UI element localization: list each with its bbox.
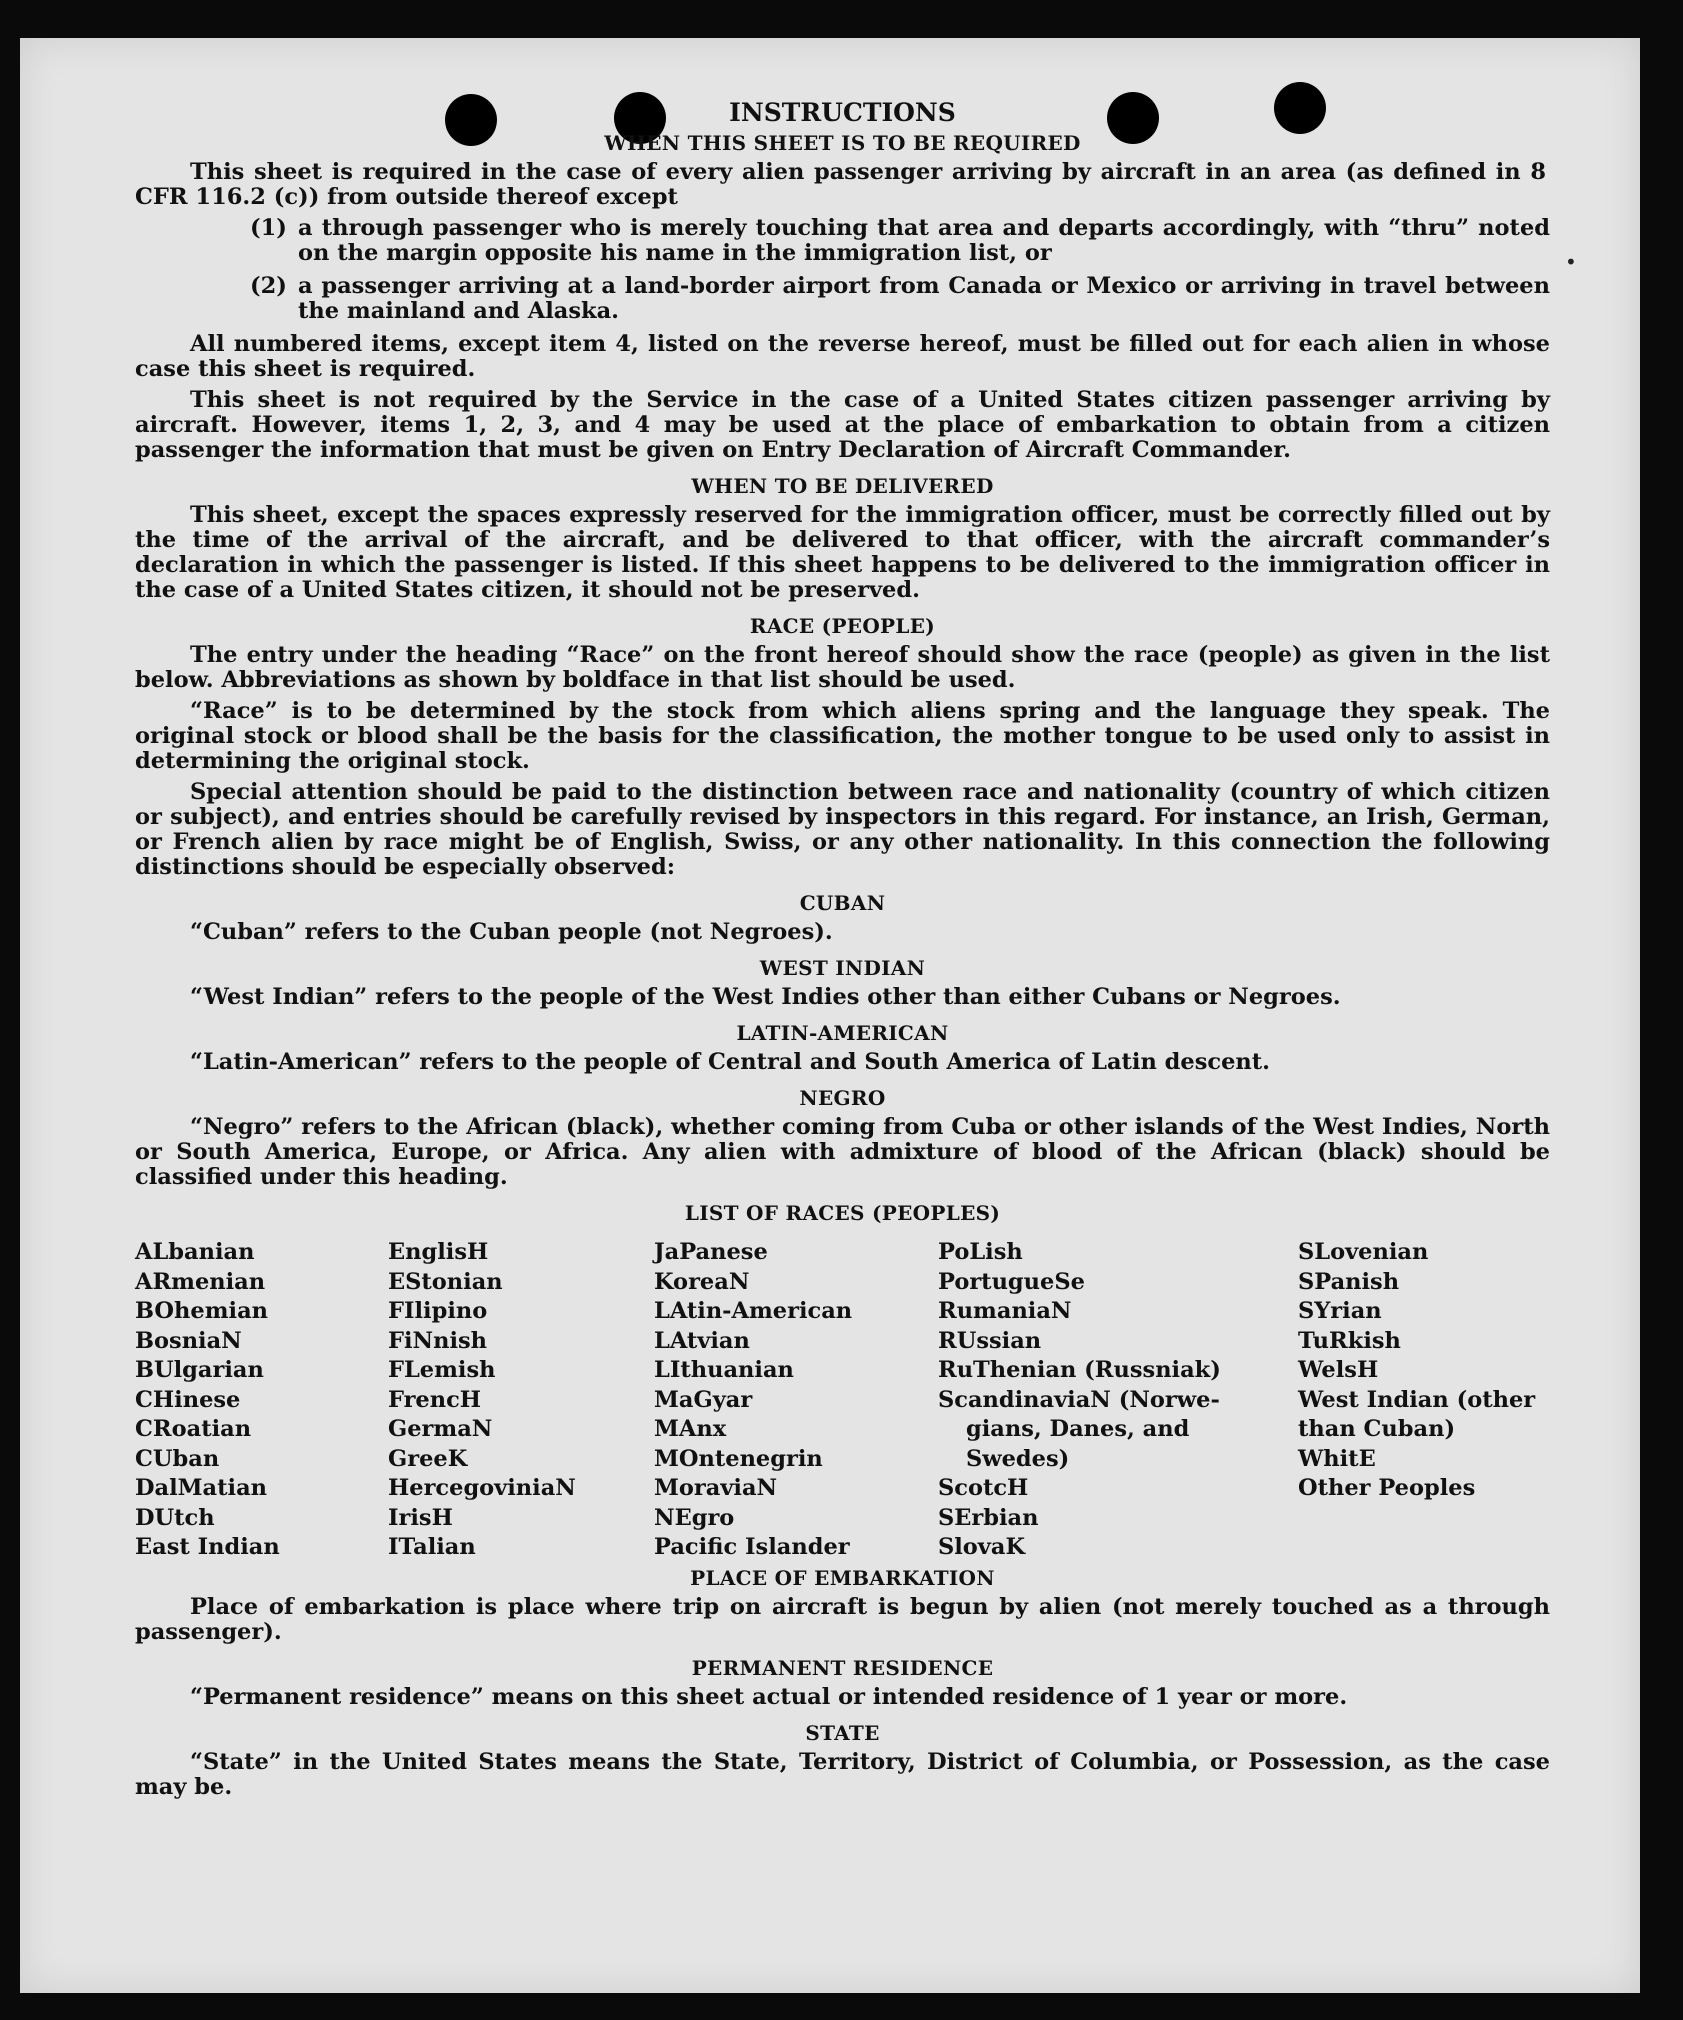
race-entry: GermaN: [388, 1416, 493, 1442]
item-number: (1): [250, 215, 287, 241]
paragraph: “Cuban” refers to the Cuban people (not Negroes).: [190, 919, 833, 945]
race-entry: SErbian: [938, 1504, 1039, 1531]
list-item: [250, 216, 1550, 266]
race-entry: RumaniaN: [938, 1298, 1072, 1324]
race-entry: PoLish: [938, 1239, 1023, 1265]
race-entry: LAtin-American: [654, 1298, 853, 1324]
section-heading: RACE (PEOPLE): [749, 614, 936, 638]
section-heading: LIST OF RACES (PEOPLES): [684, 1201, 1001, 1225]
section-heading: PERMANENT RESIDENCE: [691, 1655, 994, 1680]
race-entry: NEgro: [654, 1504, 735, 1531]
race-list: [135, 1238, 1550, 1563]
race-entry: ScotcH: [938, 1475, 1029, 1501]
race-entry: BOhemian: [135, 1298, 269, 1324]
paragraph: This sheet is required in the case of every alien passenger arriving by aircraft in an area (as defined in 8 CFR 116.2 (c)) from outside thereof except: [135, 159, 1546, 210]
race-entry-continued: than Cuban): [1298, 1416, 1456, 1442]
race-entry: Other Peoples: [1298, 1475, 1476, 1501]
item-text: a passenger arriving at a land-border airport from Canada or Mexico or arriving in travel between the mainland and Alaska.: [298, 273, 1550, 324]
paragraph: “West Indian” refers to the people of the West Indies other than either Cubans or Negroes.: [190, 984, 1341, 1010]
section-heading: WHEN THIS SHEET IS TO BE REQUIRED: [604, 131, 1081, 155]
race-entry: MoraviaN: [654, 1475, 778, 1501]
race-entry: RUssian: [938, 1327, 1042, 1354]
race-entry: BosniaN: [135, 1327, 242, 1354]
race-entry: SlovaK: [938, 1534, 1026, 1560]
paragraph: Place of embarkation is place where trip on aircraft is begun by alien (not merely touched as a through passenger).: [135, 1593, 1550, 1645]
race-entry: TuRkish: [1298, 1327, 1401, 1354]
race-entry: SYrian: [1298, 1298, 1382, 1324]
race-entry: MaGyar: [654, 1386, 753, 1413]
race-entry: Pacific Islander: [654, 1534, 850, 1560]
race-entry: WelsH: [1298, 1357, 1379, 1383]
race-entry: FLemish: [388, 1357, 496, 1383]
race-column: [135, 1238, 388, 1563]
paragraph: “Negro” refers to the African (black), whether coming from Cuba or other islands of the West Indies, North or South America, Europe, or Africa. Any alien with admixture of blood of the African (black) should be classified under this heading.: [135, 1114, 1550, 1190]
race-entry: FIlipino: [388, 1298, 488, 1324]
paragraph: Special attention should be paid to the distinction between race and nationality (country of which citizen or subject), and entries should be carefully revised by inspectors in this regard. For instance, an Irish, German, or French alien by race might be of English, Swiss, or any other nationality. In this connection the following distinctions should be especially observed:: [135, 779, 1550, 880]
race-entry: ARmenian: [135, 1268, 266, 1295]
race-entry: SLovenian: [1298, 1239, 1429, 1265]
section-heading: WEST INDIAN: [759, 956, 926, 980]
page-title: INSTRUCTIONS: [729, 98, 956, 127]
document-sheet: [20, 38, 1640, 1993]
paragraph: “Latin-American” refers to the people of Central and South America of Latin descent.: [190, 1049, 1270, 1075]
paragraph: “State” in the United States means the State, Territory, District of Columbia, or Possession, as the case may be.: [135, 1748, 1550, 1800]
section-heading: LATIN-AMERICAN: [736, 1021, 949, 1045]
paragraph: This sheet is not required by the Service in the case of a United States citizen passenger arriving by aircraft. However, items 1, 2, 3, and 4 may be used at the place of embarkation to obtain from a citizen passenger the information that must be given on Entry Declaration of Aircraft Commander.: [135, 387, 1550, 463]
section-heading: PLACE OF EMBARKATION: [690, 1565, 995, 1590]
instructions-document: [135, 98, 1550, 1806]
paragraph: “Permanent residence” means on this sheet actual or intended residence of 1 year or more.: [190, 1683, 1348, 1710]
race-entry: GreeK: [388, 1445, 468, 1472]
race-entry: MOntenegrin: [654, 1445, 823, 1472]
race-entry: LIthuanian: [654, 1357, 794, 1383]
race-entry: DalMatian: [135, 1475, 268, 1501]
race-entry: PortugueSe: [938, 1268, 1085, 1295]
race-entry: HercegoviniaN: [388, 1475, 576, 1501]
paragraph: “Race” is to be determined by the stock from which aliens spring and the language they speak. The original stock or blood shall be the basis for the classification, the mother tongue to be used only to assist in determining the original stock.: [135, 698, 1550, 774]
paragraph: All numbered items, except item 4, listed on the reverse hereof, must be filled out for each alien in whose case this sheet is required.: [135, 331, 1550, 382]
race-entry: ITalian: [388, 1534, 476, 1560]
item-text: a through passenger who is merely touching that area and departs accordingly, with “thru” noted on the margin opposite his name in the immigration list, or: [298, 215, 1550, 266]
race-entry: JaPanese: [654, 1239, 768, 1265]
race-entry: WhitE: [1298, 1445, 1376, 1472]
race-entry: ALbanian: [135, 1239, 255, 1265]
race-entry: FiNnish: [388, 1327, 488, 1354]
section-heading: WHEN TO BE DELIVERED: [691, 474, 994, 498]
race-entry: MAnx: [654, 1416, 727, 1442]
paragraph: This sheet, except the spaces expressly reserved for the immigration officer, must be correctly filled out by the time of the arrival of the aircraft, and be delivered to that officer, with the aircraft commander’s declaration in which the passenger is listed. If this sheet happens to be delivered to the immigration officer in the case of a United States citizen, it should not be preserved.: [135, 502, 1550, 603]
section-heading: CUBAN: [799, 891, 886, 915]
race-column: [938, 1238, 1298, 1563]
item-number: (2): [250, 273, 287, 299]
race-entry: IrisH: [388, 1504, 453, 1531]
race-column: [1298, 1238, 1550, 1563]
race-column: [388, 1238, 654, 1563]
race-entry: EnglisH: [388, 1239, 489, 1265]
list-item: [250, 274, 1550, 324]
race-entry: East Indian: [135, 1534, 280, 1560]
race-entry-continued: Swedes): [966, 1445, 1070, 1472]
race-entry: EStonian: [388, 1268, 503, 1295]
race-entry: CRoatian: [135, 1416, 252, 1442]
race-entry: CUban: [135, 1445, 220, 1472]
race-entry-continued: gians, Danes, and: [966, 1416, 1190, 1442]
race-entry: FrencH: [388, 1386, 482, 1413]
scan-mark: •: [1565, 250, 1577, 274]
race-entry: SPanish: [1298, 1268, 1400, 1295]
race-entry: DUtch: [135, 1504, 215, 1531]
section-heading: STATE: [805, 1720, 880, 1745]
section-heading: NEGRO: [799, 1086, 886, 1110]
race-entry: KoreaN: [654, 1268, 750, 1295]
race-entry: BUlgarian: [135, 1357, 264, 1383]
race-entry: LAtvian: [654, 1327, 750, 1354]
race-entry: RuThenian (Russniak): [938, 1357, 1221, 1383]
race-entry: ScandinaviaN (Norwe-: [938, 1386, 1220, 1413]
race-column: [654, 1238, 938, 1563]
race-entry: CHinese: [135, 1386, 241, 1413]
race-entry: West Indian (other: [1298, 1386, 1536, 1413]
paragraph: The entry under the heading “Race” on the front hereof should show the race (people) as given in the list below. Abbreviations as shown by boldface in that list should be used.: [135, 642, 1550, 693]
